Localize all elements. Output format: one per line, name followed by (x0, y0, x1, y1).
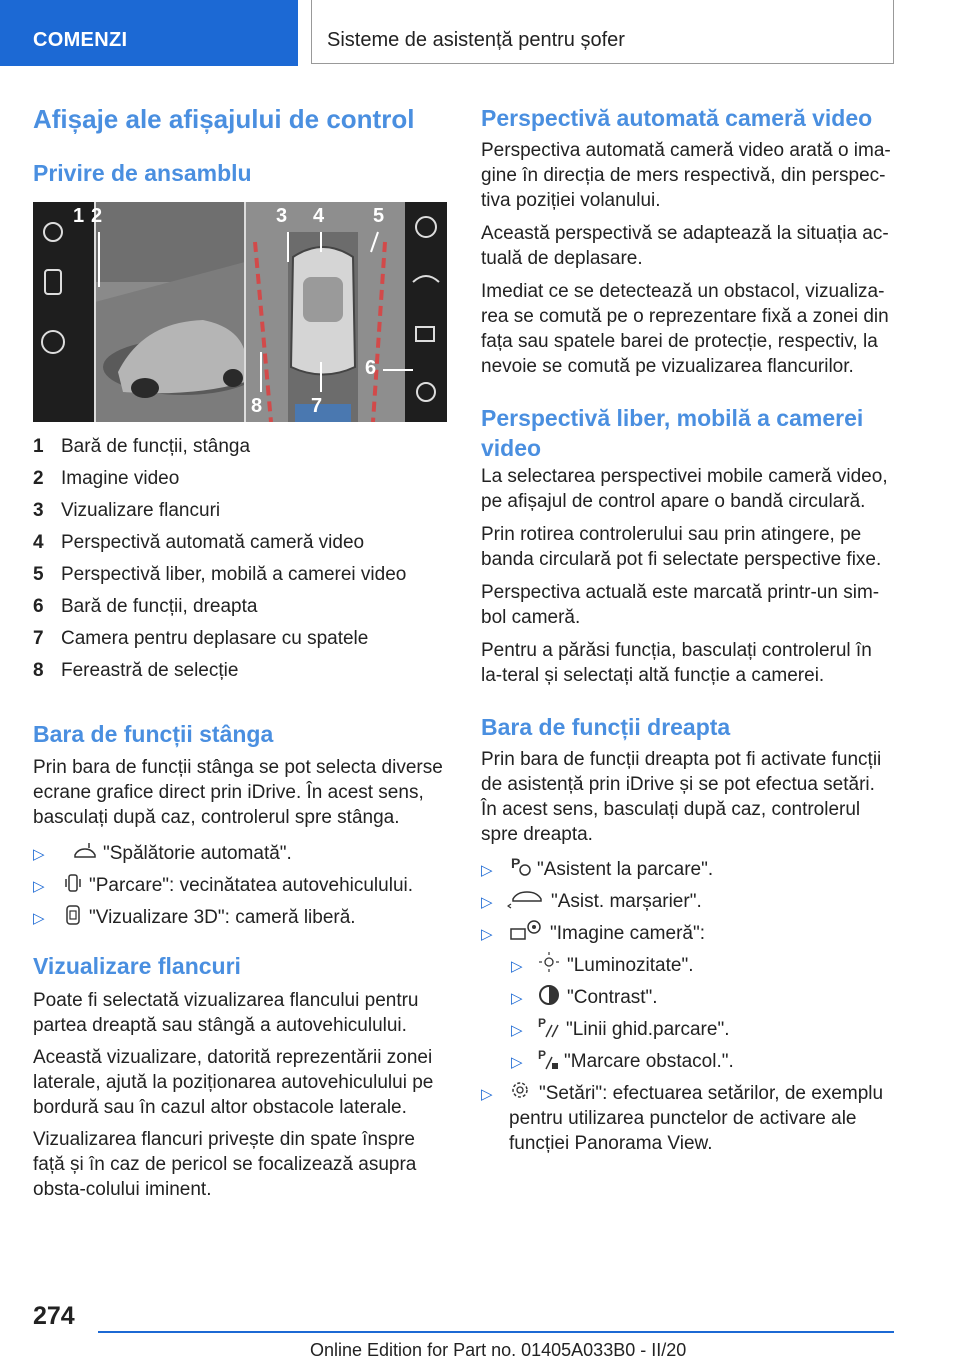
legend-item (33, 562, 445, 594)
legend-number: 8 (33, 660, 44, 681)
sub-bullet-marker: ▷ (511, 1022, 523, 1039)
right-bar-paragraph: Prin bara de funcții dreapta pot fi activate funcții de asistență prin iDrive și se pot efectua setări. În acest sens, basculați după caz, controlerul spre dreapta. (481, 749, 882, 845)
obstacle-marking-icon (538, 1047, 560, 1071)
svg-text:P: P (538, 1048, 547, 1062)
left-bar-paragraph: Prin bara de funcții stânga se pot selecta diverse ecrane grafice direct prin iDrive. În acest sens, basculați după caz, controlerul spre stânga. (33, 757, 443, 828)
legend-number: 7 (33, 628, 44, 649)
legend-text: Bară de funcții, dreapta (61, 596, 258, 617)
reversing-assistant-icon (507, 887, 543, 909)
legend-text: Imagine video (61, 468, 180, 489)
footer-rule (98, 1331, 894, 1333)
edition-note: Online Edition for Part no. 01405A033B0 - II/20 (310, 1340, 687, 1360)
free-paragraph-3: Perspectiva actuală este marcată printr-un sim-bol cameră. (481, 582, 880, 628)
parking-assistant-icon (510, 854, 532, 878)
legend-item (33, 530, 445, 562)
fig-label-6: 6 (365, 357, 377, 379)
left-bar-heading: Bara de funcții stânga (33, 721, 274, 747)
3d-view-icon (64, 903, 82, 927)
bullet-marker: ▷ (481, 1086, 493, 1103)
sub-bullet-text: "Linii ghid.parcare". (566, 1019, 730, 1040)
bullet-marker: ▷ (33, 878, 45, 895)
camera-settings-icon (508, 917, 544, 943)
free-paragraph-1: La selectarea perspectivei mobile cameră video, pe afișajul de control apare o bandă circulară. (481, 466, 888, 512)
parking-surroundings-icon (64, 871, 82, 895)
fig-label-4: 4 (313, 205, 325, 227)
flank-paragraph-3: Vizualizarea flancuri privește din spate înspre față și în caz de pericol se focalizează asupra obsta-colului iminent. (33, 1129, 417, 1200)
svg-text:P: P (538, 1016, 547, 1030)
auto-paragraph-2: Această perspectivă se adaptează la situația ac-tuală de deplasare. (481, 223, 889, 269)
legend-item (33, 594, 445, 626)
fig-label-5: 5 (373, 205, 385, 227)
overview-heading: Privire de ansamblu (33, 160, 252, 186)
sub-bullet-marker: ▷ (511, 958, 523, 975)
brightness-icon (538, 951, 560, 973)
sub-bullet-text: "Marcare obstacol.". (564, 1051, 734, 1072)
free-paragraph-2: Prin rotirea controlerului sau prin atingere, pe banda circulară pot fi selectate perspective fixe. (481, 524, 882, 570)
bullet-text: "Asist. marșarier". (551, 891, 702, 912)
chapter-title: Sisteme de asistență pentru șofer (327, 29, 625, 51)
legend-text: Camera pentru deplasare cu spatele (61, 628, 369, 649)
auto-perspective-heading: Perspectivă automată cameră video (481, 105, 873, 131)
page-heading: Afișaje ale afișajului de control (33, 104, 415, 134)
bullet-text: "Vizualizare 3D": cameră liberă. (89, 907, 356, 928)
fig-label-3: 3 (276, 205, 288, 227)
legend-item (33, 626, 445, 658)
legend-item (33, 466, 445, 498)
figure-legend (33, 434, 445, 690)
legend-number: 4 (33, 532, 44, 553)
legend-number: 1 (33, 436, 44, 457)
legend-number: 5 (33, 564, 44, 585)
legend-text: Bară de funcții, stânga (61, 436, 251, 457)
fig-label-7: 7 (311, 395, 323, 417)
auto-paragraph-1: Perspectiva automată cameră video arată o ima-gine în direcția de mers respectivă, din perspec-tiva poziției volanului. (481, 140, 891, 211)
flank-paragraph-2: Această vizualizare, datorită reprezentării zonei laterale, ajută la poziționarea autovehiculului pe bordură sau în cazul altor obstacole laterale. (33, 1047, 434, 1118)
legend-number: 6 (33, 596, 44, 617)
free-perspective-heading: Perspectivă liber, mobilă a camerei video (481, 405, 864, 461)
legend-number: 3 (33, 500, 44, 521)
svg-text:P: P (511, 855, 521, 871)
bullet-marker: ▷ (33, 846, 45, 863)
bullet-marker: ▷ (481, 926, 493, 943)
legend-item (33, 658, 445, 690)
legend-item (33, 434, 445, 466)
bullet-text: "Parcare": vecinătatea autovehiculului. (89, 875, 414, 896)
sub-bullet-marker: ▷ (511, 1054, 523, 1071)
legend-number: 2 (33, 468, 44, 489)
contrast-icon (538, 984, 560, 1006)
legend-text: Perspectivă liber, mobilă a camerei video (61, 564, 407, 585)
camera-view-illustration (33, 202, 447, 422)
bullet-text: "Asistent la parcare". (537, 859, 714, 880)
bullet-marker: ▷ (481, 894, 493, 911)
sub-bullet-marker: ▷ (511, 990, 523, 1007)
page-number: 274 (33, 1302, 75, 1330)
chapter-box (311, 0, 894, 64)
fig-label-2: 2 (91, 205, 103, 227)
bullet-text: "Spălătorie automată". (103, 843, 292, 864)
sub-bullet-text: "Luminozitate". (567, 955, 694, 976)
auto-paragraph-3: Imediat ce se detectează un obstacol, vizualiza-rea se comută pe o reprezentare fixă a zonei din fața sau spatele barei de protecție, respectiv, la nevoie se comută pe vizualizarea flancurilor. (481, 281, 889, 377)
bullet-marker: ▷ (33, 910, 45, 927)
bullet-marker: ▷ (481, 862, 493, 879)
section-tab (0, 0, 298, 66)
car-wash-icon (73, 841, 97, 861)
parking-lines-icon (538, 1015, 560, 1039)
free-paragraph-4: Pentru a părăsi funcția, basculați controlerul în la-teral și selectați altă funcție a camerei. (481, 640, 872, 686)
legend-text: Perspectivă automată cameră video (61, 532, 365, 553)
section-title: COMENZI (33, 29, 128, 51)
flank-heading: Vizualizare flancuri (33, 953, 241, 979)
flank-paragraph-1: Poate fi selectată vizualizarea flancului pentru partea dreaptă sau stângă a autovehiculului. (33, 990, 419, 1036)
fig-label-8: 8 (251, 395, 263, 417)
legend-text: Vizualizare flancuri (61, 500, 221, 521)
bullet-text: "Imagine cameră": (550, 923, 705, 944)
fig-label-1: 1 (73, 205, 85, 227)
sub-bullet-text: "Contrast". (567, 987, 658, 1008)
control-display-figure (33, 202, 447, 422)
settings-bullet-text: "Setări": efectuarea setărilor, de exemplu pentru utilizarea punctelor de activare ale funcției Panorama View. (509, 1083, 884, 1154)
legend-text: Fereastră de selecție (61, 660, 239, 681)
legend-item (33, 498, 445, 530)
right-bar-heading: Bara de funcții dreapta (481, 714, 731, 740)
